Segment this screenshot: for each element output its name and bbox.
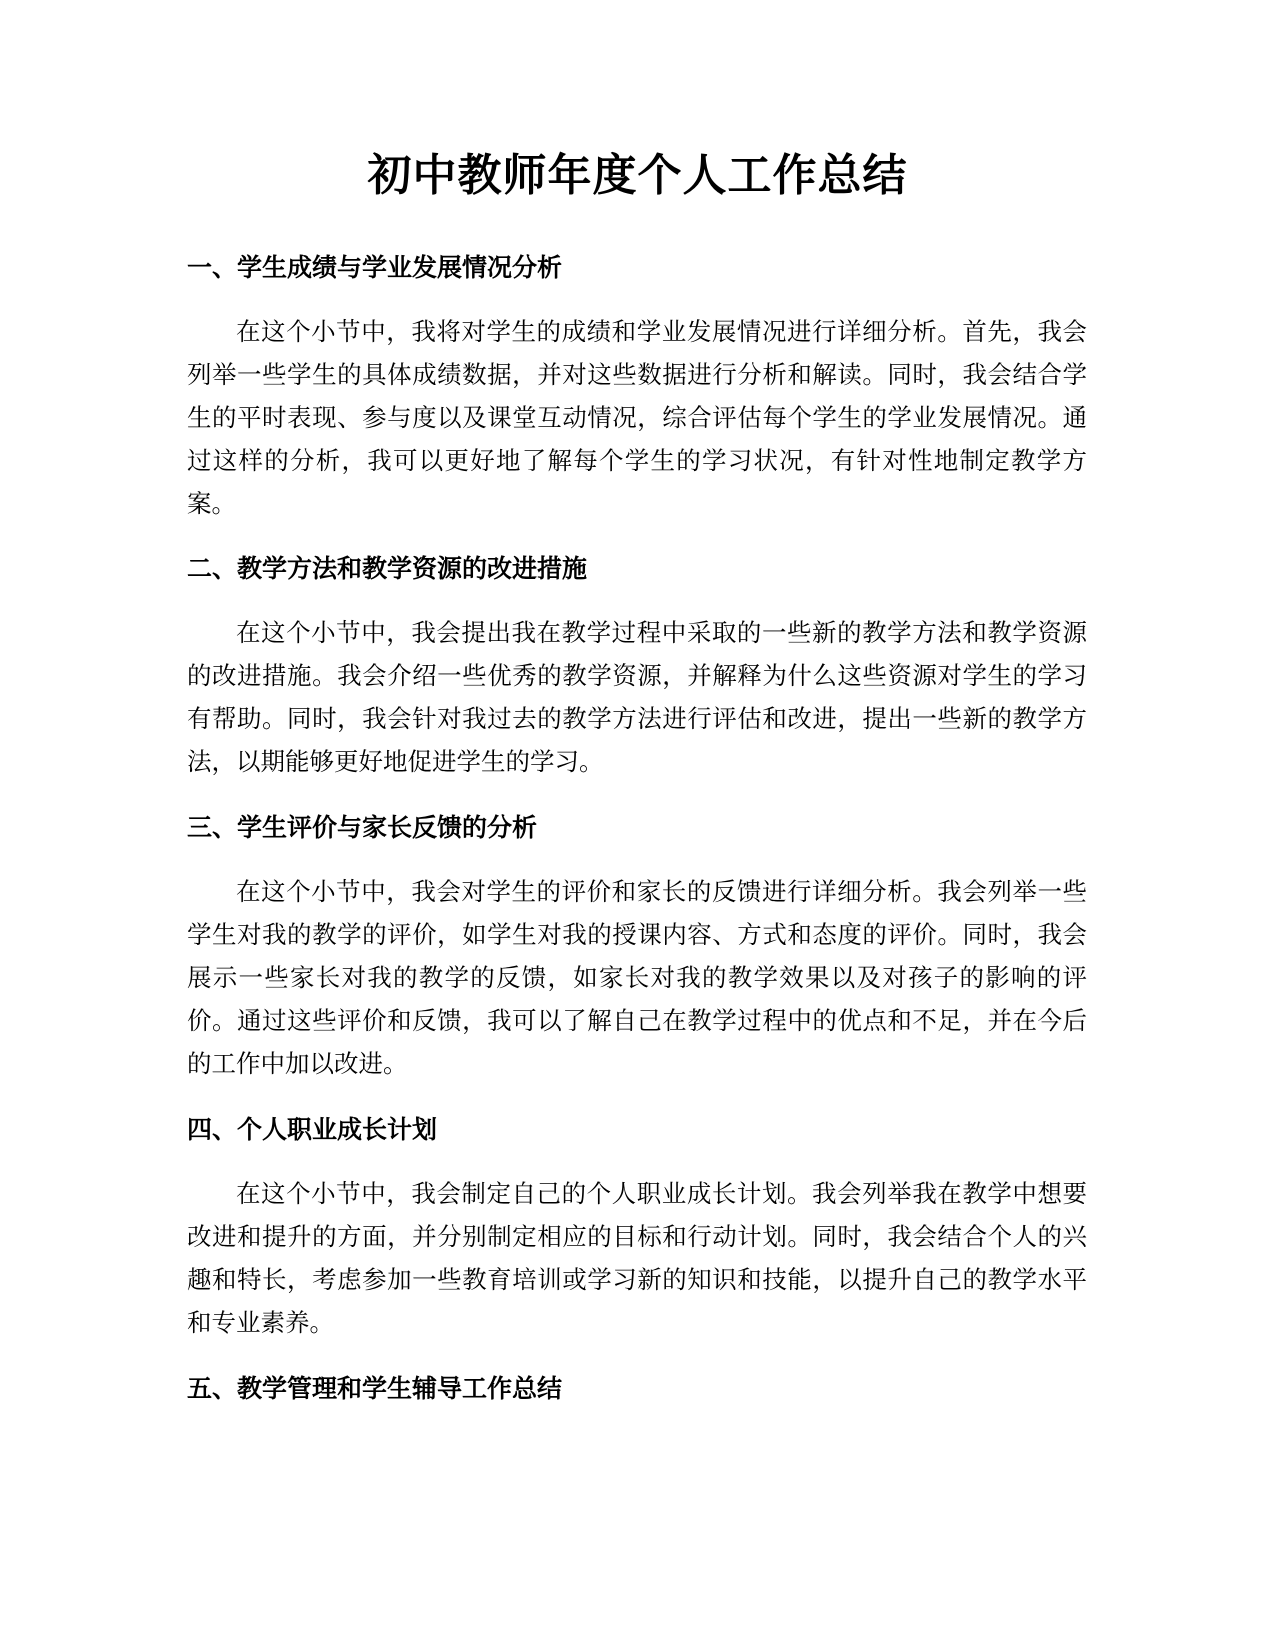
section-1	[187, 250, 1087, 525]
section-paragraph: 在这个小节中，我会对学生的评价和家长的反馈进行详细分析。我会列举一些学生对我的教学的评价，如学生对我的授课内容、方式和态度的评价。同时，我会展示一些家长对我的教学的反馈，如家长对我的教学效果以及对孩子的影响的评价。通过这些评价和反馈，我可以了解自己在教学过程中的优点和不足，并在今后的工作中加以改进。	[187, 877, 1087, 1078]
section-heading: 四、个人职业成长计划	[187, 1115, 438, 1144]
section-heading: 五、教学管理和学生辅导工作总结	[187, 1374, 563, 1403]
document-title: 初中教师年度个人工作总结	[367, 150, 908, 201]
section-3	[187, 810, 1087, 1085]
section-paragraph: 在这个小节中，我会制定自己的个人职业成长计划。我会列举我在教学中想要改进和提升的方面，并分别制定相应的目标和行动计划。同时，我会结合个人的兴趣和特长，考虑参加一些教育培训或学习新的知识和技能，以提升自己的教学水平和专业素养。	[187, 1179, 1087, 1337]
section-4	[187, 1112, 1087, 1344]
section-paragraph: 在这个小节中，我会提出我在教学过程中采取的一些新的教学方法和教学资源的改进措施。我会介绍一些优秀的教学资源，并解释为什么这些资源对学生的学习有帮助。同时，我会针对我过去的教学方法进行评估和改进，提出一些新的教学方法，以期能够更好地促进学生的学习。	[187, 618, 1087, 776]
section-paragraph: 在这个小节中，我将对学生的成绩和学业发展情况进行详细分析。首先，我会列举一些学生的具体成绩数据，并对这些数据进行分析和解读。同时，我会结合学生的平时表现、参与度以及课堂互动情况，综合评估每个学生的学业发展情况。通过这样的分析，我可以更好地了解每个学生的学习状况，有针对性地制定教学方案。	[187, 317, 1087, 518]
section-2	[187, 551, 1087, 783]
section-heading: 三、学生评价与家长反馈的分析	[187, 813, 538, 842]
section-5	[187, 1371, 1087, 1407]
section-heading: 一、学生成绩与学业发展情况分析	[187, 253, 563, 282]
section-heading: 二、教学方法和教学资源的改进措施	[187, 554, 588, 583]
